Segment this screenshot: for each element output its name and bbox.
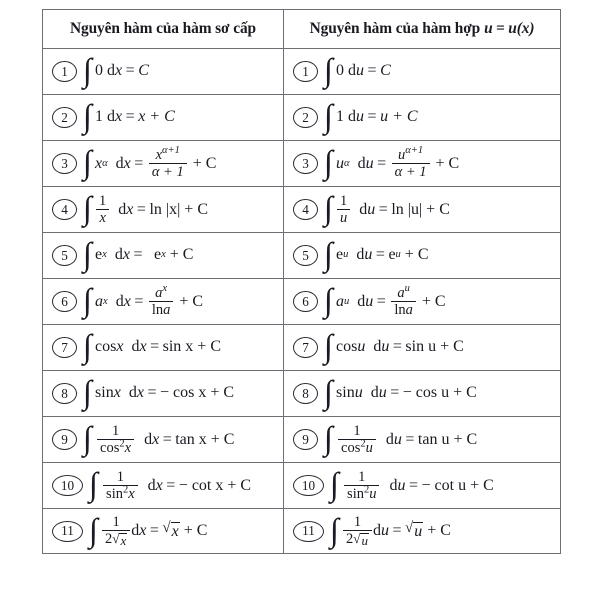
table-header-row [43,10,561,49]
formula-cell-2-right [284,95,561,141]
power-base: u [336,154,345,172]
formula-cell-8-left [43,371,284,417]
integral-icon: ∫ [83,329,93,366]
trig-function: sin [336,384,355,402]
differential: du [373,338,390,356]
trig-function: cos [336,338,358,356]
index-badge: 3 [293,153,318,174]
fraction-numerator: $x^{\alpha+1}$ [155,144,180,163]
equals-sign: = [392,522,402,539]
table-row [43,463,561,509]
index-badge: 10 [52,475,83,496]
fraction [97,424,134,456]
formula-cell-1-right [284,49,561,95]
fraction-numerator: $a^u$ [397,282,410,301]
antiderivative-formula-table [42,9,561,554]
equals-sign: = [377,154,387,172]
index-badge: 9 [52,429,77,450]
index-badge: 10 [293,475,324,496]
square-root: √ u [404,519,423,541]
index-badge: 5 [52,245,77,266]
differential: du [357,154,374,172]
formula-cell-3-right: 3 ∫ u α du = $\frac{u^{\alpha+1}}{\alpha + 1}$ + C [284,141,561,187]
differential: dx [144,430,160,448]
fraction-denominator: α + 1 [149,163,187,179]
fraction [343,515,372,547]
fraction-denominator: $\sin^2u$ [344,485,379,501]
equals-sign: = [376,292,386,310]
integral-icon: ∫ [83,99,93,136]
index-badge: 4 [293,199,318,220]
formula-cell-9-right [284,417,561,463]
differential: dx [118,200,134,218]
differential: dx [115,292,131,310]
differential: du [370,384,387,402]
equals-sign: = [134,292,144,310]
index-badge: 7 [52,337,77,358]
equals-sign: = [405,430,415,448]
result: − cot x + C [178,476,252,494]
formula-cell-2-left [43,95,284,141]
table-row [43,279,561,325]
differential: dx [147,476,163,494]
constant-term: + C [183,522,208,539]
formula-cell-6-left: 6 ∫ a x dx = $\frac{a^x}{\ln a}$ + C [43,279,284,325]
constant-term: + C [421,292,446,310]
differential: du [359,200,376,218]
integrand: 1 [95,108,104,126]
integrand: 0 [336,62,345,80]
result: − cos u + C [402,384,477,402]
result: x + C [138,108,175,126]
integral-icon: ∫ [330,512,340,549]
fraction [149,144,187,180]
differential: dx [131,522,147,539]
header-composite-func: u(x) [508,20,535,37]
formula-cell-7-left [43,325,284,371]
equals-sign: = [150,338,160,356]
formula-cell-4-right [284,187,561,233]
result: u + C [380,108,418,126]
formula-cell-6-right: 6 ∫ a u du = $\frac{a^u}{\ln a}$ + C [284,279,561,325]
header-cell-elementary: Nguyên hàm của hàm sơ cấp [43,10,284,49]
differential: du [348,108,365,126]
constant-term: + C [169,246,194,264]
integral-icon: ∫ [324,145,334,182]
equals-sign: = [162,430,172,448]
fraction [103,470,138,502]
formula-cell-3-left: 3 ∫ x α dx = $\frac{x^{\alpha+1}}{\alpha + 1}$ + C [43,141,284,187]
integral-icon: ∫ [83,191,93,228]
table-row [43,371,561,417]
table-row [43,49,561,95]
fraction-denominator: $\cos^2x$ [97,439,134,455]
integral-icon: ∫ [324,283,334,320]
result: tan u + C [417,430,478,448]
differential: du [357,292,374,310]
fraction [96,194,109,226]
differential: dx [107,62,123,80]
result: tan x + C [175,430,235,448]
equals-sign: = [125,62,135,80]
constant-term: + C [179,292,204,310]
differential: du [356,246,373,264]
equals-sign: = [147,384,157,402]
fraction-denominator: lna [391,301,416,317]
integral-icon: ∫ [83,53,93,90]
fraction [392,144,430,180]
index-badge: 1 [293,61,318,82]
equals-sign: = [136,200,146,218]
index-badge: 2 [293,107,318,128]
trig-argument: x [116,338,124,356]
integral-icon: ∫ [83,421,93,458]
equals-sign: = [408,476,418,494]
index-badge: 11 [293,521,324,542]
fraction [338,424,376,456]
differential: du [385,430,402,448]
index-badge: 8 [52,383,77,404]
fraction [149,282,174,318]
result: ln |u| + C [391,200,450,218]
fraction-numerator: 1 [353,422,361,439]
table-row [43,95,561,141]
integral-icon: ∫ [324,421,334,458]
formula-cell-4-left [43,187,284,233]
formula-cell-9-left [43,417,284,463]
trig-argument: u [357,338,366,356]
fraction [344,470,379,502]
fraction-numerator: 1 [340,192,348,209]
square-root: √ u [353,530,368,548]
formula-cell-11-left [43,509,284,554]
result: − cot u + C [421,476,494,494]
equals-sign: = [166,476,176,494]
constant-term: + C [427,522,451,539]
trig-argument: u [354,384,363,402]
table-row [43,187,561,233]
differential: dx [115,154,131,172]
integral-icon: ∫ [324,237,334,274]
index-badge: 9 [293,429,318,450]
integral-icon: ∫ [324,99,334,136]
result: sin u + C [405,338,464,356]
equals-sign: = [149,522,159,539]
fraction-denominator: 2 √ u [343,530,372,547]
header-composite-var: u [484,20,493,37]
index-badge: 5 [293,245,318,266]
equals-sign: = [375,246,385,264]
formula-cell-10-right [284,463,561,509]
equals-sign: = [125,108,135,126]
fraction-denominator: α + 1 [392,163,430,179]
integral-icon: ∫ [330,467,340,504]
table-row [43,325,561,371]
power-base: a [95,292,104,310]
integral-icon: ∫ [324,53,334,90]
integrand: 1 [336,108,345,126]
fraction-denominator: $\sin^2x$ [103,485,138,501]
result: − cos x + C [159,384,235,402]
fraction-numerator: $u^{\alpha+1}$ [397,144,424,163]
index-badge: 2 [52,107,77,128]
result: ln |x| + C [149,200,208,218]
index-badge: 6 [52,291,77,312]
fraction-denominator: $\cos^2u$ [338,439,376,455]
fraction-numerator: 1 [112,513,120,530]
integral-icon: ∫ [83,145,93,182]
table-row [43,141,561,187]
result-base: e [388,246,396,264]
square-root: √ x [162,519,179,541]
fraction-denominator: u [337,209,350,225]
index-badge: 6 [293,291,318,312]
equals-sign: = [134,154,144,172]
power-base: e [336,246,344,264]
formula-cell-11-right [284,509,561,554]
result: sin x + C [162,338,221,356]
formula-cell-5-left: 5 ∫ e x dx = e x + C [43,233,284,279]
integral-icon: ∫ [83,375,93,412]
power-base: e [95,246,103,264]
index-badge: 3 [52,153,77,174]
table-row [43,233,561,279]
equals-sign: = [390,384,400,402]
header-composite-equals: = [496,20,505,37]
fraction-numerator: $a^x$ [155,282,168,301]
trig-function: cos [95,338,117,356]
formula-cell-7-right [284,325,561,371]
trig-function: sin [95,384,114,402]
trig-argument: x [113,384,121,402]
power-base: x [95,154,103,172]
table-row [43,509,561,554]
equals-sign: = [378,200,388,218]
integral-icon: ∫ [83,237,93,274]
index-badge: 1 [52,61,77,82]
square-root: √ x [112,530,127,548]
differential: du [372,522,389,539]
fraction-numerator: 1 [353,513,362,530]
differential: du [389,476,406,494]
formula-cell-1-left [43,49,284,95]
integral-icon: ∫ [89,512,99,549]
fraction [391,282,416,318]
fraction-numerator: 1 [99,192,107,209]
integral-icon: ∫ [324,375,334,412]
power-base: a [336,292,345,310]
formula-cell-10-left [43,463,284,509]
header-composite-text: Nguyên hàm của hàm hợp [309,20,481,37]
fraction-denominator: lna [149,301,174,317]
result: C [380,62,391,80]
integral-icon: ∫ [83,283,93,320]
constant-term: + C [192,154,217,172]
fraction-numerator: 1 [116,468,124,485]
index-badge: 11 [52,521,83,542]
equals-sign: = [392,338,402,356]
fraction [337,194,350,226]
differential: dx [107,108,123,126]
differential: dx [114,246,130,264]
integral-icon: ∫ [89,467,99,504]
equals-sign: = [133,246,143,264]
index-badge: 8 [293,383,318,404]
table-row [43,417,561,463]
integral-icon: ∫ [324,191,334,228]
index-badge: 4 [52,199,77,220]
fraction-denominator: 2 √ x [102,530,130,547]
equals-sign: = [367,108,377,126]
constant-term: + C [435,154,460,172]
integral-icon: ∫ [324,329,334,366]
formula-cell-8-right [284,371,561,417]
equals-sign: = [367,62,377,80]
integrand: 0 [95,62,104,80]
differential: dx [131,338,147,356]
differential: dx [128,384,144,402]
result-base: e [153,246,162,264]
result: C [138,62,149,80]
formula-cell-5-right: 5 ∫ e u du = e u + C [284,233,561,279]
fraction [102,515,130,547]
header-cell-composite [284,10,561,49]
fraction-numerator: 1 [111,422,120,439]
constant-term: + C [404,246,429,264]
fraction-denominator: x [96,209,108,225]
differential: du [348,62,365,80]
fraction-numerator: 1 [358,468,366,485]
index-badge: 7 [293,337,318,358]
